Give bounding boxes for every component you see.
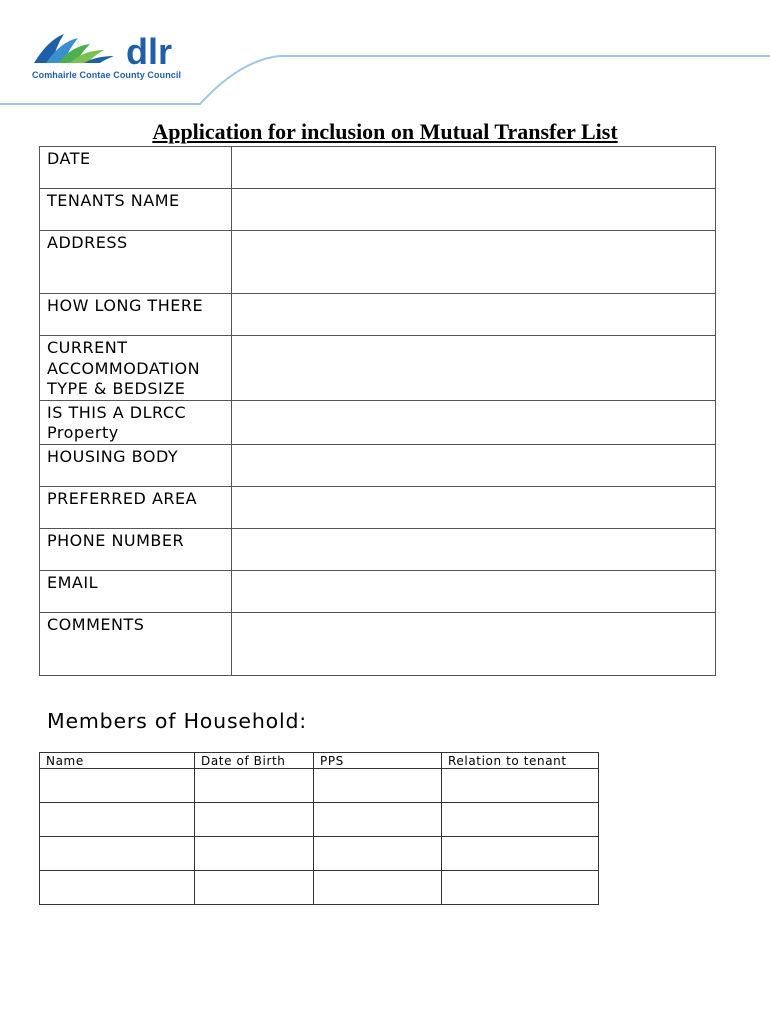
table-cell[interactable]	[40, 769, 195, 803]
table-row	[40, 769, 599, 803]
logo-wordmark: dlr	[126, 31, 173, 72]
field-label-housing-body: HOUSING BODY	[40, 444, 232, 486]
header-graphic	[0, 0, 770, 110]
column-header-date-of-birth: Date of Birth	[195, 753, 314, 769]
column-header-pps: PPS	[314, 753, 442, 769]
field-label-accommodation: CURRENT ACCOMMODATION TYPE & BEDSIZE	[40, 336, 232, 401]
field-label-tenants-name: TENANTS NAME	[40, 189, 232, 231]
page-title: Application for inclusion on Mutual Transfer List	[152, 119, 618, 144]
form-row	[40, 486, 716, 528]
field-input-comments[interactable]	[232, 612, 716, 675]
table-cell[interactable]	[40, 803, 195, 837]
field-label-preferred-area: PREFERRED AREA	[40, 486, 232, 528]
field-input-tenants-name[interactable]	[232, 189, 716, 231]
table-header-row	[40, 753, 599, 769]
household-members-table	[39, 752, 599, 905]
field-input-date[interactable]	[232, 147, 716, 189]
form-row	[40, 400, 716, 444]
field-input-accommodation[interactable]	[232, 336, 716, 401]
form-row	[40, 294, 716, 336]
column-header-name: Name	[40, 753, 195, 769]
field-label-date: DATE	[40, 147, 232, 189]
field-input-dlrcc-property[interactable]	[232, 400, 716, 444]
field-label-how-long-there: HOW LONG THERE	[40, 294, 232, 336]
table-cell[interactable]	[40, 837, 195, 871]
field-label-phone-number: PHONE NUMBER	[40, 528, 232, 570]
form-row	[40, 336, 716, 401]
field-input-how-long-there[interactable]	[232, 294, 716, 336]
header-rule	[0, 56, 770, 104]
table-cell[interactable]	[195, 769, 314, 803]
household-heading: Members of Household:	[47, 709, 307, 733]
table-cell[interactable]	[442, 803, 599, 837]
table-cell[interactable]	[442, 837, 599, 871]
table-cell[interactable]	[195, 871, 314, 905]
table-cell[interactable]	[314, 769, 442, 803]
table-row	[40, 871, 599, 905]
form-row	[40, 189, 716, 231]
form-row	[40, 444, 716, 486]
table-cell[interactable]	[195, 837, 314, 871]
table-cell[interactable]	[442, 871, 599, 905]
table-row	[40, 803, 599, 837]
field-label-comments: COMMENTS	[40, 612, 232, 675]
field-input-phone-number[interactable]	[232, 528, 716, 570]
field-input-email[interactable]	[232, 570, 716, 612]
column-header-relation: Relation to tenant	[442, 753, 599, 769]
field-label-address: ADDRESS	[40, 231, 232, 294]
form-row	[40, 528, 716, 570]
logo-subtitle: Comhairle Contae County Council	[32, 70, 182, 80]
form-row	[40, 570, 716, 612]
field-input-housing-body[interactable]	[232, 444, 716, 486]
form-row	[40, 612, 716, 675]
table-cell[interactable]	[314, 871, 442, 905]
table-row	[40, 837, 599, 871]
table-cell[interactable]	[195, 803, 314, 837]
field-input-address[interactable]	[232, 231, 716, 294]
page-header	[0, 0, 770, 110]
table-cell[interactable]	[314, 803, 442, 837]
field-label-dlrcc-property: IS THIS A DLRCC Property	[40, 400, 232, 444]
field-label-email: EMAIL	[40, 570, 232, 612]
table-cell[interactable]	[40, 871, 195, 905]
form-row	[40, 147, 716, 189]
application-form-table	[39, 146, 716, 676]
form-row	[40, 231, 716, 294]
field-input-preferred-area[interactable]	[232, 486, 716, 528]
dlr-logo-icon	[34, 34, 114, 63]
table-cell[interactable]	[314, 837, 442, 871]
table-cell[interactable]	[442, 769, 599, 803]
